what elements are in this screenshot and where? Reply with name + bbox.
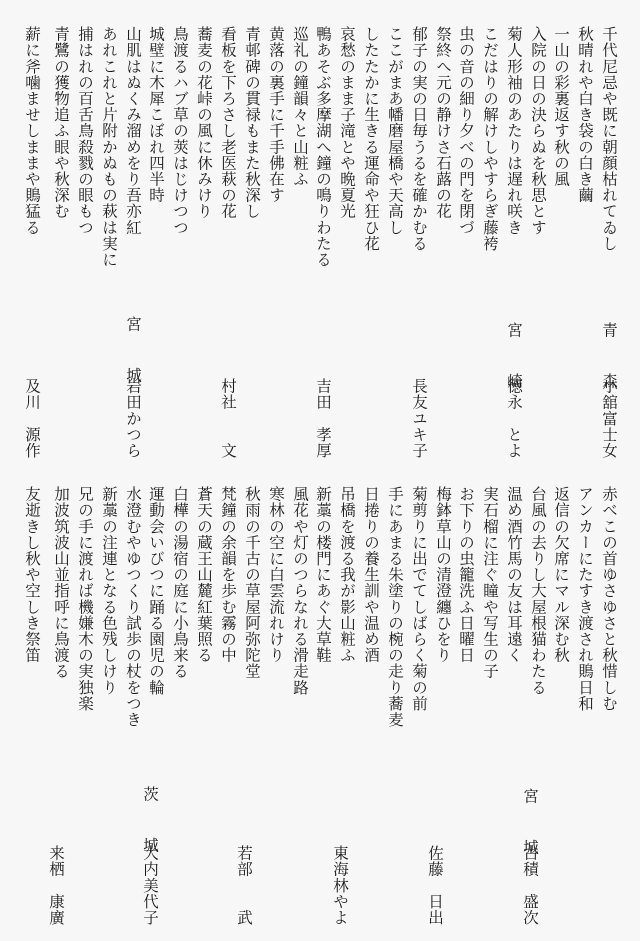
haiku-line: 秋晴れや白き袋の白き繭 bbox=[576, 26, 594, 204]
haiku-line: 祭終へ元の静けさ石蕗の花 bbox=[434, 26, 452, 220]
author-name: 徳永 とよ bbox=[505, 378, 523, 459]
haiku-line: 菊人形袖のあたりは遅れ咲き bbox=[505, 26, 523, 236]
haiku-line: 看板を下ろさし老医萩の花 bbox=[219, 26, 237, 220]
author-name: 古積 盛次 bbox=[521, 845, 539, 926]
haiku-line: 吊橋を渡る我が影山粧ふ bbox=[338, 486, 356, 664]
haiku-line: 日捲りの養生訓や温め酒 bbox=[362, 486, 380, 664]
haiku-line: 郁子の実の日毎うるを確かむる bbox=[410, 26, 428, 252]
haiku-line: 友逝きし秋や空しき祭笛 bbox=[23, 486, 41, 664]
haiku-line: 実石榴に注ぐ瞳や写生の子 bbox=[481, 486, 499, 680]
haiku-line: こだはりの解けしやすらぎ藤袴 bbox=[481, 26, 499, 252]
haiku-line: 加波筑波山並指呼に鳥渡る bbox=[52, 486, 70, 680]
prefecture-label: 青 森 bbox=[600, 322, 618, 399]
haiku-line: 鳥渡るハブ草の莢はじけつつ bbox=[171, 26, 189, 236]
haiku-line: 薪に斧噛ませしままや鵙猛る bbox=[23, 26, 41, 236]
author-name: 若部 武 bbox=[235, 845, 253, 926]
haiku-line: あれこれと片附かぬもの萩は実に bbox=[100, 26, 118, 268]
haiku-line: お下りの虫籠洗ふ日曜日 bbox=[457, 486, 475, 664]
author-name: 及川 源作 bbox=[23, 378, 41, 459]
haiku-line: 台風の去りし大屋根猫わたる bbox=[529, 486, 547, 696]
author-name: 来栖 康廣 bbox=[47, 845, 65, 926]
haiku-line: 梵鐘の余韻を歩む霧の中 bbox=[219, 486, 237, 664]
haiku-line: 兄の手に渡れば機嫌木の実独楽 bbox=[76, 486, 94, 712]
haiku-line: したたかに生きる運命や狂ひ花 bbox=[362, 26, 380, 252]
author-name: 吉田 孝厚 bbox=[314, 378, 332, 459]
haiku-line: 青邨碑の貫禄もまた秋深し bbox=[243, 26, 261, 220]
haiku-line: 捕はれの百舌鳥殺戮の眼もつ bbox=[76, 26, 94, 236]
haiku-line: 青鷺の獲物追ふ眼や秋深む bbox=[52, 26, 70, 220]
haiku-line: 虫の音の細り夕べの門を閉づ bbox=[457, 26, 475, 236]
haiku-line: 赤べこの首ゆさゆさと秋惜しむ bbox=[600, 486, 618, 712]
author-name: 佐藤 日出 bbox=[426, 845, 444, 926]
haiku-line: ここがまあ幡磨屋橋や天高し bbox=[386, 26, 404, 236]
haiku-line: 蕎麦の花峠の風に休みけり bbox=[195, 26, 213, 220]
haiku-line: 新藁の注連となる色残しけり bbox=[100, 486, 118, 696]
author-name: 村社 文 bbox=[219, 378, 237, 459]
haiku-line: 鴨あそぶ多摩湖へ鐘の鳴りわたる bbox=[314, 26, 332, 268]
author-name: 岩田かつら bbox=[124, 378, 142, 459]
haiku-line: 入院の日の決らぬを秋思とす bbox=[529, 26, 547, 236]
haiku-line: 一山の彩裏返す秋の風 bbox=[552, 26, 570, 187]
haiku-line: 温め酒竹馬の友は耳遠く bbox=[505, 486, 523, 664]
haiku-line: 梅鉢草山の清澄纏ひをり bbox=[434, 486, 452, 664]
haiku-line: 巡礼の鐘韻々と山粧ふ bbox=[291, 26, 309, 187]
haiku-line: 返信の欠席にマル深む秋 bbox=[552, 486, 570, 664]
haiku-line: 手にあまる朱塗りの椀の走り蕎麦 bbox=[386, 486, 404, 728]
prefecture-label: 宮 城 bbox=[124, 316, 142, 393]
prefecture-label: 宮 崎 bbox=[505, 322, 523, 399]
haiku-line: 白樺の湯宿の庭に小鳥来る bbox=[171, 486, 189, 680]
author-name: 長友ユキ子 bbox=[410, 378, 428, 459]
prefecture-label: 茨 城 bbox=[141, 786, 159, 863]
prefecture-label: 宮 城 bbox=[521, 788, 539, 865]
author-name: 小舘富士女 bbox=[600, 378, 618, 459]
haiku-line: 千代尼忌や既に朝顔枯れてゐし bbox=[600, 26, 618, 252]
haiku-line: 蒼天の蔵王山麓紅葉照る bbox=[195, 486, 213, 664]
haiku-line: 哀愁のまま子滝とや晩夏光 bbox=[338, 26, 356, 220]
haiku-line: 水澄むやゆつくり試歩の杖をつき bbox=[124, 486, 142, 728]
haiku-line: 菊剪りに出でてしばらく菊の前 bbox=[410, 486, 428, 712]
haiku-line: 山肌はぬくみ溜めをり吾亦紅 bbox=[124, 26, 142, 236]
author-name: 東海林やよ bbox=[331, 845, 349, 926]
author-name: 大内美代子 bbox=[141, 845, 159, 926]
haiku-line: 寒林の空に白雲流れけり bbox=[267, 486, 285, 664]
haiku-line: 城壁に木犀こぼれ四半時 bbox=[147, 26, 165, 204]
haiku-line: 黄落の裏手に千手佛在す bbox=[267, 26, 285, 204]
haiku-line: 風花や灯のつらなれる滑走路 bbox=[291, 486, 309, 696]
haiku-line: 新藁の楼門にあぐ大草鞋 bbox=[314, 486, 332, 664]
haiku-line: 運動会いびつに踊る園児の輪 bbox=[147, 486, 165, 696]
haiku-line: アンカーにたすき渡され鵙日和 bbox=[576, 486, 594, 712]
haiku-line: 秋雨の千古の草屋阿弥陀堂 bbox=[243, 486, 261, 680]
